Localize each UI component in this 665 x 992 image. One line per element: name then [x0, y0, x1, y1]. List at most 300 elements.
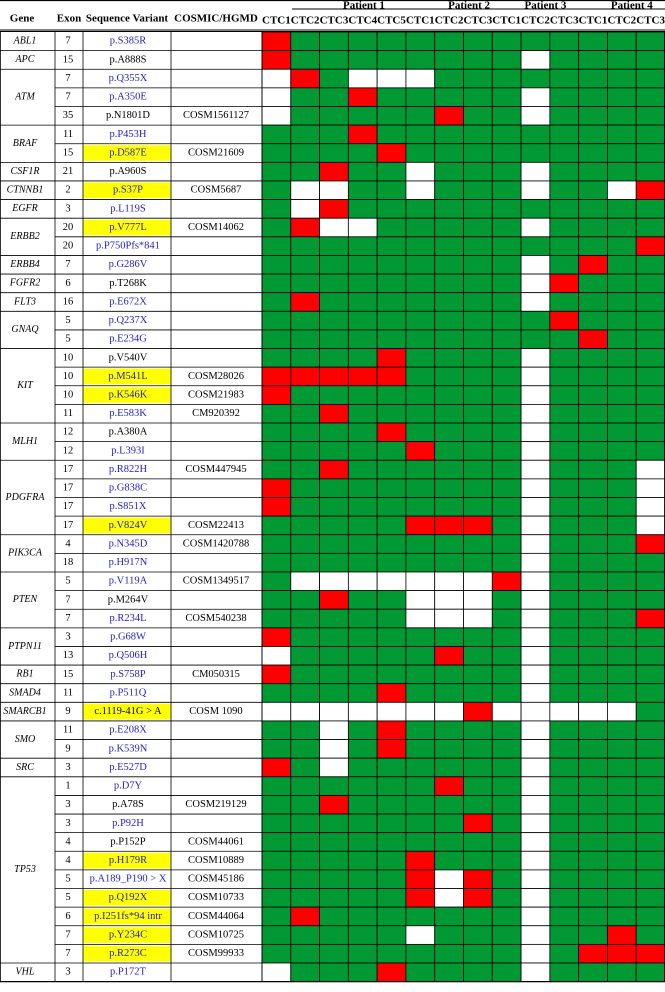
- ctc-status-cell: [579, 460, 608, 479]
- ctc-status-cell: [607, 162, 636, 181]
- ctc-status-cell: [607, 330, 636, 349]
- header-ctc-13: CTC2: [607, 14, 637, 27]
- ctc-status-cell: [521, 237, 550, 256]
- ctc-status-cell: [435, 237, 464, 256]
- ctc-status-cell: [377, 758, 406, 777]
- ctc-status-cell: [262, 144, 291, 163]
- ctc-status-cell: [464, 944, 493, 963]
- ctc-status-cell: [464, 386, 493, 405]
- ctc-status-cell: [406, 330, 435, 349]
- ctc-status-cell: [579, 200, 608, 219]
- ctc-status-cell: [550, 404, 579, 423]
- exon-cell: 12: [62, 426, 74, 438]
- ctc-status-cell: [406, 833, 435, 852]
- ctc-status-cell: [406, 609, 435, 628]
- ctc-status-cell: [406, 386, 435, 405]
- ctc-status-cell: [291, 889, 320, 908]
- gene-name: FGFR2: [9, 277, 41, 289]
- ctc-status-cell: [636, 609, 665, 628]
- ctc-status-cell: [262, 740, 291, 759]
- ctc-status-cell: [550, 553, 579, 572]
- header-cosmic: COSMIC/HGMD: [174, 12, 258, 25]
- ctc-status-cell: [320, 460, 349, 479]
- ctc-status-cell: [377, 609, 406, 628]
- ctc-status-cell: [435, 69, 464, 88]
- ctc-status-cell: [406, 255, 435, 274]
- ctc-status-cell: [262, 460, 291, 479]
- ctc-status-cell: [464, 404, 493, 423]
- ctc-status-cell: [464, 51, 493, 70]
- ctc-status-cell: [291, 516, 320, 535]
- ctc-status-cell: [636, 69, 665, 88]
- ctc-status-cell: [435, 479, 464, 498]
- ctc-status-cell: [521, 870, 550, 889]
- ctc-status-cell: [377, 479, 406, 498]
- ctc-status-cell: [377, 721, 406, 740]
- ctc-status-cell: [521, 255, 550, 274]
- ctc-status-cell: [348, 553, 377, 572]
- ctc-status-cell: [492, 721, 521, 740]
- ctc-status-cell: [521, 740, 550, 759]
- ctc-status-cell: [291, 200, 320, 219]
- exon-cell: 7: [65, 612, 71, 624]
- ctc-status-cell: [348, 274, 377, 293]
- ctc-status-cell: [492, 777, 521, 796]
- ctc-status-cell: [435, 721, 464, 740]
- ctc-status-cell: [579, 386, 608, 405]
- ctc-status-cell: [464, 963, 493, 982]
- ctc-status-cell: [377, 311, 406, 330]
- exon-cell: 7: [65, 948, 71, 960]
- ctc-status-cell: [262, 51, 291, 70]
- ctc-status-cell: [607, 814, 636, 833]
- ctc-status-cell: [550, 591, 579, 610]
- ctc-status-cell: [406, 851, 435, 870]
- ctc-status-cell: [636, 870, 665, 889]
- ctc-status-cell: [492, 51, 521, 70]
- ctc-status-cell: [406, 311, 435, 330]
- ctc-status-cell: [406, 367, 435, 386]
- ctc-status-cell: [377, 870, 406, 889]
- ctc-status-cell: [320, 851, 349, 870]
- ctc-status-cell: [262, 702, 291, 721]
- ctc-status-cell: [492, 702, 521, 721]
- ctc-status-cell: [262, 833, 291, 852]
- exon-cell: 21: [62, 166, 74, 178]
- ctc-status-cell: [348, 609, 377, 628]
- ctc-status-cell: [521, 609, 550, 628]
- ctc-status-cell: [579, 646, 608, 665]
- ctc-status-cell: [435, 255, 464, 274]
- variant-cell: p.R273C: [109, 948, 147, 960]
- ctc-status-cell: [550, 572, 579, 591]
- ctc-status-cell: [291, 535, 320, 554]
- ctc-status-cell: [348, 144, 377, 163]
- ctc-status-cell: [348, 572, 377, 591]
- ctc-status-cell: [521, 963, 550, 982]
- ctc-status-cell: [262, 907, 291, 926]
- cosmic-cell: COSM44061: [187, 836, 245, 848]
- ctc-status-cell: [406, 106, 435, 125]
- exon-cell: 11: [62, 408, 74, 420]
- ctc-status-cell: [291, 777, 320, 796]
- ctc-status-cell: [607, 833, 636, 852]
- ctc-status-cell: [492, 181, 521, 200]
- ctc-status-cell: [320, 628, 349, 647]
- ctc-status-cell: [320, 274, 349, 293]
- ctc-status-cell: [262, 963, 291, 982]
- ctc-status-cell: [521, 591, 550, 610]
- ctc-status-cell: [348, 926, 377, 945]
- ctc-status-cell: [550, 516, 579, 535]
- ctc-status-cell: [607, 125, 636, 144]
- ctc-status-cell: [521, 553, 550, 572]
- ctc-status-cell: [579, 591, 608, 610]
- ctc-status-cell: [464, 125, 493, 144]
- ctc-status-cell: [579, 944, 608, 963]
- ctc-status-cell: [348, 740, 377, 759]
- variant-cell: p.A380A: [108, 426, 148, 438]
- variant-cell: p.S385R: [109, 35, 147, 47]
- ctc-status-cell: [521, 423, 550, 442]
- ctc-status-cell: [579, 330, 608, 349]
- ctc-status-cell: [291, 367, 320, 386]
- exon-cell: 15: [62, 147, 74, 159]
- ctc-status-cell: [636, 833, 665, 852]
- ctc-status-cell: [291, 907, 320, 926]
- gene-name: FLT3: [13, 296, 37, 308]
- ctc-status-cell: [579, 181, 608, 200]
- ctc-status-cell: [377, 591, 406, 610]
- ctc-status-cell: [406, 702, 435, 721]
- ctc-status-cell: [435, 665, 464, 684]
- header-ctc-7: CTC2: [434, 14, 464, 27]
- ctc-status-cell: [636, 963, 665, 982]
- ctc-status-cell: [291, 218, 320, 237]
- ctc-status-cell: [262, 889, 291, 908]
- ctc-status-cell: [348, 907, 377, 926]
- ctc-status-cell: [320, 795, 349, 814]
- ctc-status-cell: [262, 609, 291, 628]
- ctc-status-cell: [607, 944, 636, 963]
- exon-cell: 17: [62, 482, 74, 494]
- ctc-status-cell: [521, 721, 550, 740]
- ctc-status-cell: [464, 69, 493, 88]
- gene-name: SMARCB1: [3, 705, 47, 717]
- exon-cell: 7: [65, 259, 71, 271]
- ctc-status-cell: [377, 32, 406, 51]
- cosmic-cell: COSM10725: [187, 929, 245, 941]
- ctc-status-cell: [377, 460, 406, 479]
- ctc-status-cell: [262, 162, 291, 181]
- ctc-status-cell: [607, 386, 636, 405]
- ctc-status-cell: [435, 32, 464, 51]
- ctc-status-cell: [464, 255, 493, 274]
- gene-name: SMO: [14, 733, 36, 745]
- ctc-status-cell: [348, 237, 377, 256]
- ctc-status-cell: [262, 721, 291, 740]
- ctc-status-cell: [435, 218, 464, 237]
- ctc-status-cell: [492, 646, 521, 665]
- ctc-status-cell: [348, 721, 377, 740]
- ctc-status-cell: [464, 889, 493, 908]
- header-ctc-6: CTC1: [405, 14, 435, 27]
- ctc-status-cell: [550, 330, 579, 349]
- ctc-status-cell: [550, 218, 579, 237]
- ctc-status-cell: [607, 349, 636, 368]
- variant-cell: p.K539N: [108, 743, 148, 755]
- ctc-status-cell: [607, 907, 636, 926]
- ctc-status-cell: [579, 69, 608, 88]
- ctc-status-cell: [435, 963, 464, 982]
- ctc-status-cell: [348, 51, 377, 70]
- gene-name: ATM: [15, 91, 35, 103]
- ctc-status-cell: [579, 870, 608, 889]
- gene-name: ERBB4: [10, 259, 40, 271]
- ctc-status-cell: [579, 404, 608, 423]
- ctc-status-cell: [320, 423, 349, 442]
- ctc-status-cell: [492, 572, 521, 591]
- ctc-status-cell: [262, 32, 291, 51]
- ctc-status-cell: [435, 516, 464, 535]
- ctc-status-cell: [291, 795, 320, 814]
- ctc-status-cell: [406, 814, 435, 833]
- ctc-status-cell: [262, 88, 291, 107]
- ctc-status-cell: [579, 553, 608, 572]
- ctc-status-cell: [579, 32, 608, 51]
- exon-cell: 17: [62, 463, 74, 475]
- ctc-status-cell: [377, 628, 406, 647]
- ctc-status-cell: [435, 926, 464, 945]
- ctc-status-cell: [262, 665, 291, 684]
- ctc-status-cell: [550, 349, 579, 368]
- cosmic-cell: COSM1349517: [182, 575, 250, 587]
- ctc-status-cell: [636, 795, 665, 814]
- ctc-status-cell: [377, 516, 406, 535]
- ctc-status-cell: [464, 926, 493, 945]
- ctc-status-cell: [291, 106, 320, 125]
- ctc-status-cell: [492, 106, 521, 125]
- exon-cell: 4: [65, 836, 71, 848]
- ctc-status-cell: [550, 274, 579, 293]
- ctc-status-cell: [435, 740, 464, 759]
- ctc-status-cell: [521, 665, 550, 684]
- gene-name: PIK3CA: [8, 547, 42, 559]
- ctc-status-cell: [291, 944, 320, 963]
- ctc-status-cell: [435, 144, 464, 163]
- ctc-status-cell: [521, 516, 550, 535]
- variant-cell: p.P511Q: [109, 687, 147, 699]
- ctc-status-cell: [636, 404, 665, 423]
- ctc-status-cell: [320, 349, 349, 368]
- exon-cell: 3: [65, 761, 71, 773]
- ctc-status-cell: [579, 535, 608, 554]
- exon-cell: 35: [62, 110, 74, 122]
- variant-cell: p.G286V: [108, 259, 148, 271]
- ctc-status-cell: [406, 665, 435, 684]
- header-ctc-2: CTC2: [290, 14, 320, 27]
- ctc-status-cell: [262, 795, 291, 814]
- ctc-status-cell: [492, 851, 521, 870]
- ctc-status-cell: [377, 926, 406, 945]
- ctc-status-cell: [492, 684, 521, 703]
- ctc-status-cell: [550, 125, 579, 144]
- variant-cell: p.I251fs*94 intr: [94, 910, 162, 922]
- ctc-status-cell: [291, 721, 320, 740]
- ctc-status-cell: [464, 795, 493, 814]
- ctc-status-cell: [406, 69, 435, 88]
- ctc-status-cell: [579, 814, 608, 833]
- ctc-status-cell: [550, 255, 579, 274]
- ctc-status-cell: [262, 535, 291, 554]
- ctc-status-cell: [377, 181, 406, 200]
- ctc-status-cell: [348, 814, 377, 833]
- ctc-status-cell: [348, 200, 377, 219]
- ctc-status-cell: [262, 758, 291, 777]
- ctc-status-cell: [435, 51, 464, 70]
- ctc-status-cell: [464, 702, 493, 721]
- ctc-status-cell: [521, 51, 550, 70]
- ctc-status-cell: [435, 349, 464, 368]
- variant-cell: p.E234G: [109, 333, 147, 345]
- ctc-status-cell: [377, 572, 406, 591]
- ctc-status-cell: [492, 963, 521, 982]
- ctc-status-cell: [464, 349, 493, 368]
- ctc-status-cell: [320, 311, 349, 330]
- ctc-status-cell: [262, 200, 291, 219]
- ctc-status-cell: [435, 442, 464, 461]
- ctc-status-cell: [464, 106, 493, 125]
- ctc-status-cell: [636, 758, 665, 777]
- variant-cell: p.Y234C: [108, 929, 148, 941]
- exon-cell: 16: [62, 296, 74, 308]
- ctc-status-cell: [320, 181, 349, 200]
- ctc-status-cell: [464, 870, 493, 889]
- ctc-status-cell: [521, 125, 550, 144]
- ctc-status-cell: [262, 311, 291, 330]
- ctc-status-cell: [464, 274, 493, 293]
- variant-cell: p.P750Pfs*841: [96, 240, 160, 252]
- ctc-status-cell: [607, 795, 636, 814]
- ctc-status-cell: [348, 870, 377, 889]
- ctc-status-cell: [377, 702, 406, 721]
- ctc-status-cell: [320, 498, 349, 517]
- ctc-status-cell: [262, 684, 291, 703]
- ctc-status-cell: [579, 125, 608, 144]
- ctc-status-cell: [464, 851, 493, 870]
- ctc-status-cell: [579, 777, 608, 796]
- variant-cell: p.P172T: [110, 966, 146, 978]
- ctc-status-cell: [262, 106, 291, 125]
- ctc-status-cell: [492, 442, 521, 461]
- ctc-status-cell: [320, 889, 349, 908]
- ctc-status-cell: [377, 889, 406, 908]
- cosmic-cell: COSM5687: [190, 184, 242, 196]
- ctc-status-cell: [636, 386, 665, 405]
- ctc-status-cell: [348, 442, 377, 461]
- ctc-status-cell: [492, 32, 521, 51]
- ctc-status-cell: [579, 516, 608, 535]
- variant-cell: p.S851X: [109, 501, 147, 513]
- ctc-status-cell: [579, 795, 608, 814]
- gene-name: KIT: [17, 380, 33, 392]
- ctc-status-cell: [291, 32, 320, 51]
- ctc-status-cell: [435, 311, 464, 330]
- ctc-status-cell: [464, 237, 493, 256]
- ctc-status-cell: [435, 181, 464, 200]
- ctc-status-cell: [320, 870, 349, 889]
- ctc-status-cell: [579, 851, 608, 870]
- ctc-status-cell: [291, 293, 320, 312]
- ctc-status-cell: [521, 684, 550, 703]
- ctc-status-cell: [492, 460, 521, 479]
- exon-cell: 7: [65, 594, 71, 606]
- ctc-status-cell: [348, 218, 377, 237]
- ctc-status-cell: [377, 293, 406, 312]
- ctc-status-cell: [320, 646, 349, 665]
- ctc-status-cell: [607, 460, 636, 479]
- variant-cell: p.Q506H: [108, 650, 148, 662]
- ctc-status-cell: [348, 758, 377, 777]
- ctc-status-cell: [492, 870, 521, 889]
- ctc-status-cell: [521, 181, 550, 200]
- ctc-status-cell: [291, 926, 320, 945]
- ctc-status-cell: [348, 255, 377, 274]
- ctc-status-cell: [262, 386, 291, 405]
- ctc-status-cell: [492, 758, 521, 777]
- ctc-status-cell: [607, 516, 636, 535]
- ctc-status-cell: [406, 740, 435, 759]
- variant-cell: p.A350E: [109, 91, 147, 103]
- ctc-status-cell: [607, 777, 636, 796]
- ctc-status-cell: [320, 162, 349, 181]
- ctc-status-cell: [579, 367, 608, 386]
- ctc-status-cell: [550, 944, 579, 963]
- ctc-status-cell: [262, 349, 291, 368]
- ctc-status-cell: [492, 833, 521, 852]
- exon-cell: 13: [62, 650, 74, 662]
- ctc-status-cell: [435, 535, 464, 554]
- ctc-status-cell: [291, 609, 320, 628]
- ctc-status-cell: [579, 684, 608, 703]
- ctc-status-cell: [377, 740, 406, 759]
- ctc-status-cell: [291, 162, 320, 181]
- ctc-status-cell: [492, 144, 521, 163]
- gene-name: ERBB2: [10, 231, 40, 243]
- ctc-status-cell: [521, 851, 550, 870]
- ctc-status-cell: [521, 311, 550, 330]
- ctc-status-cell: [636, 88, 665, 107]
- ctc-status-cell: [636, 907, 665, 926]
- ctc-status-cell: [550, 740, 579, 759]
- ctc-status-cell: [464, 572, 493, 591]
- ctc-status-cell: [492, 218, 521, 237]
- ctc-status-cell: [492, 311, 521, 330]
- ctc-status-cell: [435, 777, 464, 796]
- cosmic-cell: COSM540238: [185, 612, 247, 624]
- ctc-status-cell: [521, 386, 550, 405]
- ctc-status-cell: [377, 535, 406, 554]
- variant-cell: p.G838C: [108, 482, 148, 494]
- exon-cell: 3: [65, 631, 71, 643]
- ctc-status-cell: [607, 591, 636, 610]
- ctc-status-cell: [521, 404, 550, 423]
- ctc-status-cell: [291, 628, 320, 647]
- ctc-status-cell: [320, 944, 349, 963]
- header-ctc-9: CTC1: [492, 14, 522, 27]
- variant-cell: p.A960S: [109, 166, 147, 178]
- ctc-status-cell: [435, 162, 464, 181]
